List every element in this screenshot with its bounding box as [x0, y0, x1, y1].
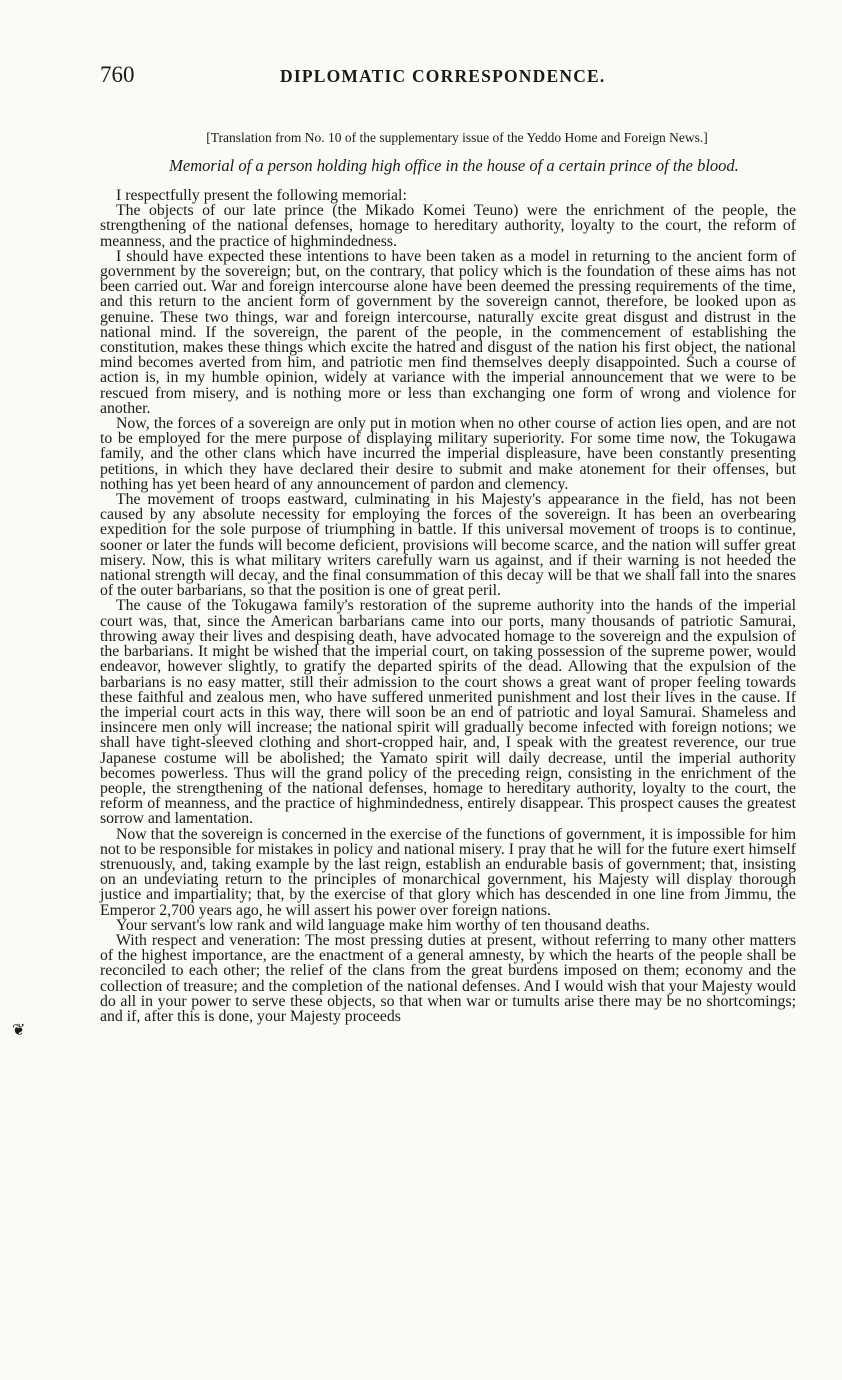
- paragraph: I respectfully present the following memorial:: [116, 187, 407, 204]
- running-title: DIPLOMATIC CORRESPONDENCE.: [280, 66, 606, 86]
- paragraph: Now, the forces of a sovereign are only put in motion when no other course of action lies open, and are not to be employed for the mere purpose of displaying military superiority. For some time now, the Tokugawa family, and the other clans which have incurred the imperial displeasure, have been constantly presenting petitions, in which they have declared their desire to submit and make atonement for their offenses, but nothing has yet been heard of any announcement of pardon and clemency.: [100, 415, 796, 493]
- paragraph: Your servant's low rank and wild language make him worthy of ten thousand deaths.: [116, 916, 650, 934]
- paragraph: The cause of the Tokugawa family's restoration of the supreme authority into the hands of the imperial court was, that, since the American barbarians came into our ports, many thousands of patriotic Samurai, throwing away their lives and despising death, have advocated homage to the sovereign and the expulsion of the barbarians. It might be wished that the imperial court, on taking possession of the supreme power, would endeavor, however slightly, to gratify the departed spirits of the dead. Allowing that the expulsion of the barbarians is no easy matter, still their admission to the court shows a great want of proper feeling towards these faithful and zealous men, who have suffered unmerited punishment and lost their lives in the cause. If the imperial court acts in this way, there will soon be an end of patriotic and loyal Samurai. Shameless and insincere men only will increase; the national spirit will gradually become infected with foreign notions; we shall have tight-sleeved clothing and short-cropped hair, and, I speak with the greatest reverence, our true Japanese costume will be abolished; the Yamato spirit will daily decrease, until the imperial authority becomes powerless. Thus will the grand policy of the preceding reign, consisting in the enrichment of the people, the strengthening of the national defenses, homage to hereditary authority, loyalty to the court, the reform of meanness, and the practice of highmindedness, entirely disappear. This prospect causes the greatest sorrow and lamentation.: [100, 597, 796, 828]
- paragraph: The objects of our late prince (the Mikado Komei Teuno) were the enrichment of the people, the strengthening of the national defenses, homage to hereditary authority, loyalty to the court, the reform of meanness, and the practice of highmindedness.: [100, 202, 796, 250]
- translation-note: [Translation from No. 10 of the supplementary issue of the Yeddo Home and Foreign News.]: [206, 130, 708, 145]
- memorial-title: Memorial of a person holding high office in the house of a certain prince of the blood.: [169, 156, 739, 175]
- page-number: 760: [100, 62, 135, 87]
- paragraph: With respect and veneration: The most pressing duties at present, without referring to many other matters of the highest importance, are the enactment of a general amnesty, by which the hearts of the people shall be reconciled to each other; the relief of the clans from the great burdens imposed on them; economy and the collection of treasure; and the completion of the national defenses. And I would wish that your Majesty would do all in your power to serve these objects, so that when war or tumults arise there may be no shortcomings; and if, after this is done, your Majesty proceeds: [100, 931, 796, 1025]
- margin-ink-mark: ❦: [12, 1022, 26, 1039]
- paragraph: The movement of troops eastward, culminating in his Majesty's appearance in the field, has not been caused by any absolute necessity for employing the forces of the sovereign. It has been an overbearing expedition for the sole purpose of triumphing in battle. If this universal movement of troops is to continue, sooner or later the funds will become deficient, provisions will become scarce, and the nation will suffer great misery. Now, this is what military writers carefully warn us against, and if their warning is not heeded the national strength will decay, and the final consummation of this decay will be that we shall fall into the snares of the outer barbarians, so that the position is one of great peril.: [100, 491, 796, 600]
- memorial-body: [100, 188, 796, 1024]
- paragraph: Now that the sovereign is concerned in the exercise of the functions of government, it is impossible for him not to be responsible for mistakes in policy and national misery. I pray that he will for the future exert himself strenuously, and, taking example by the last reign, establish an endurable basis of government; that, insisting on an undeviating return to the principles of monarchical government, his Majesty will display thorough justice and impartiality; that, by the exercise of that glory which has descended in one line from Jimmu, the Emperor 2,700 years ago, he will assert his power over foreign nations.: [100, 825, 796, 919]
- paragraph: I should have expected these intentions to have been taken as a model in returning to the ancient form of government by the sovereign; but, on the contrary, that policy which is the foundation of these aims has not been carried out. War and foreign intercourse alone have been deemed the pressing requirements of the time, and this return to the ancient form of government by the sovereign cannot, therefore, be looked upon as genuine. These two things, war and foreign intercourse, naturally excite great disgust and distrust in the national mind. If the sovereign, the parent of the people, in the commencement of establishing the constitution, makes these things which excite the hatred and disgust of the nation his first object, the national mind becomes averted from him, and patriotic men find themselves deeply disappointed. Such a course of action is, in my humble opinion, widely at variance with the imperial announcement that we were to be rescued from misery, and is nothing more or less than exchanging one form of wrong and violence for another.: [100, 247, 796, 417]
- page-header: [100, 62, 796, 92]
